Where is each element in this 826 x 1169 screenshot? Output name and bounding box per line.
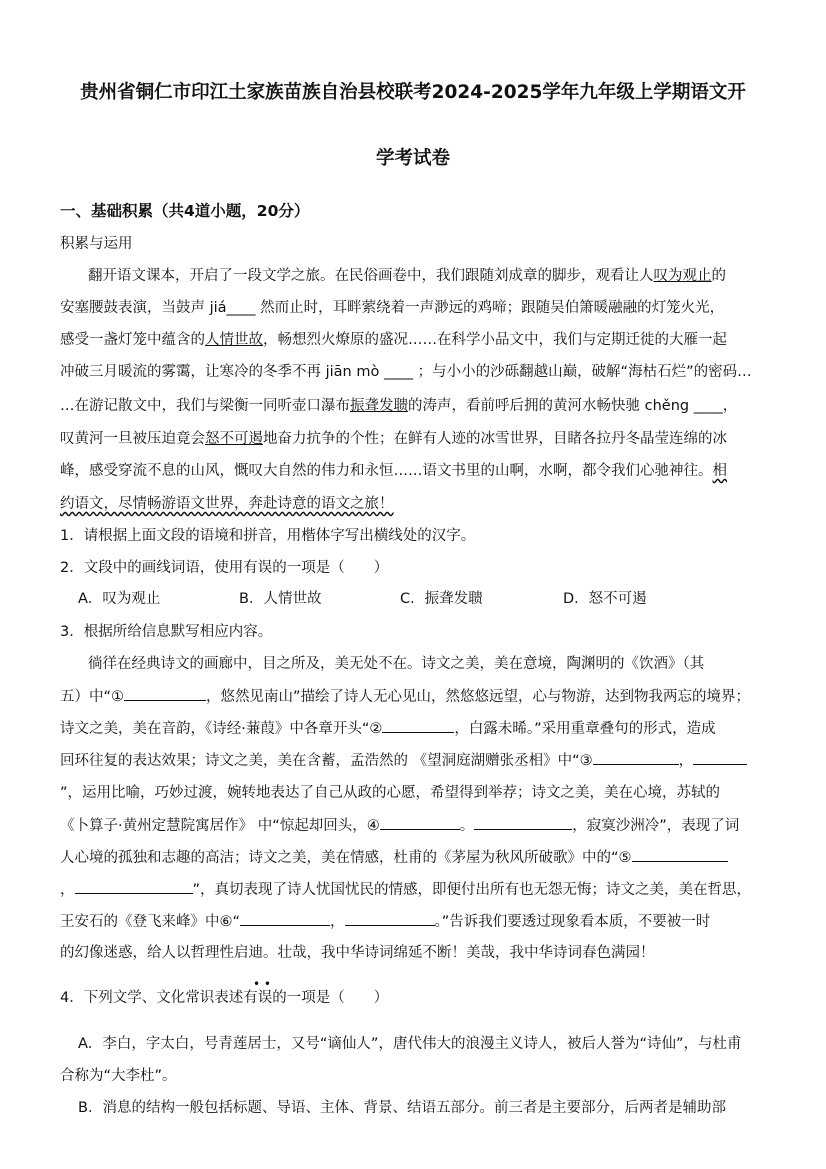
option-a: A．叹为观止: [78, 591, 161, 607]
passage-line-6: [60, 429, 776, 449]
exam-title-line2: 学考试卷: [375, 148, 450, 169]
passage-text: …在游记散文中，我们与梁衡一同听壶口瀑布: [60, 398, 350, 414]
q3-line-4: [60, 750, 776, 771]
question-1: 1．请根据上面文段的语境和拼音，用楷体字写出横线处的汉字。: [60, 528, 476, 544]
q3-text: ，白露未晞。”采用重章叠句的形式，造成: [454, 721, 716, 737]
passage-text: 峰，感受穿流不息的山风，慨叹大自然的伟力和永恒……语文书里的山啊，水啊，都令我们心驰神往。: [60, 463, 713, 479]
passage-text: 感受一盏灯笼中蕴含的: [60, 332, 205, 348]
question-2: 2．文段中的画线词语，使用有误的一项是（ ）: [60, 560, 389, 576]
q3-text: 五）中“①: [60, 689, 125, 705]
question-4: 4．下列文学、文化常识表述有误的一项是（ ）: [60, 990, 389, 1006]
passage-line-8: [60, 494, 776, 514]
answer-blank-2[interactable]: [382, 718, 454, 733]
passage-line-5: [60, 396, 776, 416]
q3-text: 。”告诉我们要透过现象看本质，不要被一时: [434, 914, 711, 930]
wavy-underlined-text: 相: [712, 463, 727, 479]
q4-option-a-line1: A．李白，字太白，号青莲居士，又号“谪仙人”，唐代伟大的浪漫主义诗人，被后人誉为“诗仙”，与杜甫: [78, 1036, 742, 1052]
q3-line-6: [60, 815, 776, 836]
answer-blank-5a[interactable]: [632, 847, 728, 862]
passage-line-4: 冲破三月暖流的雾霭，让寒冷的冬季不再 jiān mò ____ ；与小小的沙砾翻越山巅，破解“海枯石烂”的密码…: [60, 364, 752, 380]
answer-blank-1[interactable]: [124, 686, 206, 701]
underlined-word-2: 人情世故: [205, 332, 263, 348]
section-heading: 一、基础积累（共4道小题，20分）: [60, 202, 310, 220]
q3-line-9: [60, 911, 776, 932]
q4-option-b-line1: B．消息的结构一般包括标题、导语、主体、背景、结语五部分。前三者是主要部分，后两者是辅助部: [78, 1100, 726, 1116]
q4-option-a-line2: 合称为“大李杜”。: [60, 1068, 177, 1084]
passage-line-2: 安塞腰鼓表演，当鼓声 jiá____ 然而止时，耳畔萦绕着一声渺远的鸡啼；跟随吴伯箫暖融融的灯笼火光，: [60, 300, 725, 316]
q3-text: ，: [678, 753, 694, 769]
option-b: B．人情世故: [239, 591, 322, 607]
passage-line-3: [60, 330, 776, 350]
answer-blank-6b[interactable]: [345, 911, 435, 926]
passage-text: 的涛声，看前呼后拥的黄河水畅快驰 chěng ____，: [408, 398, 738, 414]
passage-text: 翻开语文课本，开启了一段文学之旅。在民俗画卷中，我们跟随刘成章的脚步，观看让人: [88, 268, 654, 284]
underlined-word-4: 怒不可遏: [205, 431, 263, 447]
q3-line-2: [60, 686, 776, 707]
q3-text: 回环往复的表达效果；诗文之美，美在含蓄，孟浩然的 《望洞庭湖赠张丞相》中“③: [60, 753, 593, 769]
underlined-word-3: 振聋发聩: [350, 398, 408, 414]
q3-text: ，: [330, 914, 345, 930]
answer-blank-5b[interactable]: [75, 879, 193, 894]
q3-text: ，寂寞沙洲冷”，表现了词: [572, 818, 740, 834]
option-d: D．怒不可遏: [563, 591, 647, 607]
question-2-options: [78, 589, 794, 609]
passage-text: 的: [711, 268, 726, 284]
emphasis-dots: • •: [253, 977, 271, 991]
q3-text: 王安石的《登飞来峰》中⑥“: [60, 914, 241, 930]
answer-blank-4b[interactable]: [474, 815, 572, 830]
exam-title-line1: 贵州省铜仁市印江土家族苗族自治县校联考2024-2025学年九年级上学期语文开: [80, 82, 746, 103]
q3-text: ，悠然见南山”描绘了诗人无心见山，然悠悠远望，心与物游，达到物我两忘的境界；: [206, 689, 751, 705]
q3-line-8: [60, 879, 776, 900]
option-c: C．振聋发聩: [400, 591, 483, 607]
passage-text: 地奋力抗争的个性；在鲜有人迹的冰雪世界，目睹各拉丹冬晶莹连绵的冰: [263, 431, 727, 447]
question-3: 3．根据所给信息默写相应内容。: [60, 624, 273, 640]
answer-blank-3b[interactable]: [693, 750, 747, 765]
q3-text: 人心境的孤独和志趣的高洁；诗文之美，美在情感，杜甫的《茅屋为秋风所破歌》中的“⑤: [60, 850, 632, 866]
answer-blank-4a[interactable]: [380, 815, 460, 830]
answer-blank-6a[interactable]: [240, 911, 330, 926]
q3-text: 《卜算子·黄州定慧院寓居作》 中“惊起却回头，④: [60, 818, 380, 834]
q3-line-1: 徜徉在经典诗文的画廊中，目之所及，美无处不在。诗文之美，美在意境，陶渊明的《饮酒》（其: [88, 656, 705, 672]
q3-line-10: 的幻像迷惑，给人以哲理性启迪。壮哉，我中华诗词绵延不断！美哉，我中华诗词春色满园！: [60, 945, 655, 961]
q3-line-5: ”，运用比喻，巧妙过渡，婉转地表达了自己从政的心愿，希望得到举荐；诗文之美，美在心境，苏轼的: [60, 785, 721, 801]
q3-text: ”，真切表现了诗人忧国忧民的情感，即便付出所有也无怨无悔；诗文之美，美在哲思，: [192, 882, 752, 898]
passage-text: 叹黄河一旦被压迫竟会: [60, 431, 205, 447]
section-subheading: 积累与运用: [60, 236, 133, 252]
passage-text: ，畅想烈火燎原的盛况……在科学小品文中，我们与定期迁徙的大雁一起: [263, 332, 727, 348]
q3-text: ，: [60, 882, 75, 898]
passage-line-7: [60, 461, 776, 481]
q3-text: 。: [459, 818, 475, 834]
q3-line-3: [60, 718, 776, 739]
passage-line-1: [88, 266, 804, 286]
underlined-word-1: 叹为观止: [653, 268, 712, 284]
q3-line-7: [60, 847, 776, 868]
q3-text: 诗文之美，美在音韵，《诗经·蒹葭》中各章开头“②: [60, 721, 383, 737]
wavy-underlined-text: 约语文，尽情畅游语文世界，奔赴诗意的语文之旅！: [60, 496, 394, 512]
answer-blank-3a[interactable]: [593, 750, 679, 765]
